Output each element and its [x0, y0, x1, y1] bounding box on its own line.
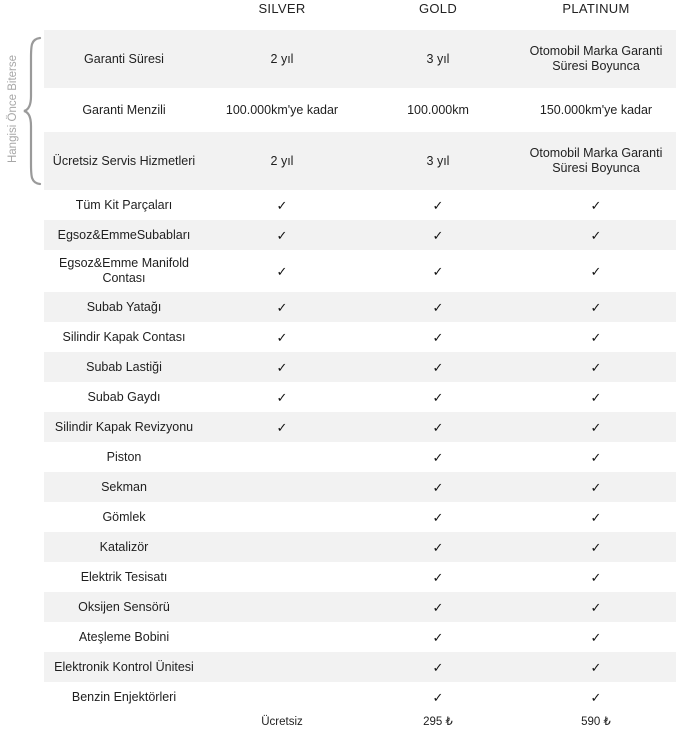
value-silver — [204, 502, 360, 532]
check-icon: ✓ — [432, 599, 444, 615]
side-note-text: Hangisi Önce Biterse — [7, 54, 19, 164]
table-row — [44, 352, 676, 382]
price-row — [44, 712, 676, 732]
table-row — [44, 292, 676, 322]
value-gold: 3 yıl — [426, 51, 450, 66]
price-silver: Ücretsiz — [261, 715, 303, 728]
feature-label: Elektronik Kontrol Ünitesi — [54, 659, 194, 674]
value-silver — [204, 652, 360, 682]
value-silver: 2 yıl — [270, 51, 294, 66]
check-icon: ✓ — [432, 329, 444, 345]
value-silver — [204, 622, 360, 652]
table-row — [44, 652, 676, 682]
check-icon: ✓ — [590, 509, 602, 525]
check-icon: ✓ — [432, 659, 444, 675]
check-icon: ✓ — [432, 509, 444, 525]
table-row — [44, 220, 676, 250]
check-icon: ✓ — [432, 299, 444, 315]
feature-label: Piston — [106, 449, 142, 464]
table-row — [44, 622, 676, 652]
value-silver — [204, 442, 360, 472]
check-icon: ✓ — [590, 449, 602, 465]
check-icon: ✓ — [590, 227, 602, 243]
value-gold: 3 yıl — [426, 153, 450, 168]
check-icon: ✓ — [432, 263, 444, 279]
table-row — [44, 250, 676, 292]
feature-label: Ateşleme Bobini — [78, 629, 170, 644]
plan-platinum-header: PLATINUM — [562, 1, 630, 16]
check-icon: ✓ — [590, 419, 602, 435]
check-icon: ✓ — [432, 449, 444, 465]
value-silver — [204, 562, 360, 592]
check-icon: ✓ — [276, 359, 288, 375]
check-icon: ✓ — [432, 389, 444, 405]
table-row — [44, 322, 676, 352]
table-row — [44, 472, 676, 502]
check-icon: ✓ — [276, 419, 288, 435]
feature-label: Sekman — [101, 479, 147, 494]
check-icon: ✓ — [432, 359, 444, 375]
table-row — [44, 190, 676, 220]
value-silver — [204, 472, 360, 502]
check-icon: ✓ — [432, 479, 444, 495]
check-icon: ✓ — [590, 263, 602, 279]
table-row — [44, 562, 676, 592]
table-row — [44, 88, 676, 132]
check-icon: ✓ — [590, 599, 602, 615]
check-icon: ✓ — [590, 689, 602, 705]
table-row — [44, 442, 676, 472]
table-row — [44, 30, 676, 88]
feature-label: Egsoz&Emme Manifold Contası — [59, 256, 189, 285]
check-icon: ✓ — [590, 389, 602, 405]
check-icon: ✓ — [590, 299, 602, 315]
check-icon: ✓ — [276, 389, 288, 405]
check-icon: ✓ — [590, 329, 602, 345]
plan-header — [0, 0, 676, 24]
table-row — [44, 532, 676, 562]
check-icon: ✓ — [590, 359, 602, 375]
value-silver — [204, 532, 360, 562]
check-icon: ✓ — [590, 539, 602, 555]
feature-label: Ücretsiz Servis Hizmetleri — [52, 153, 196, 168]
table-row — [44, 382, 676, 412]
check-icon: ✓ — [590, 479, 602, 495]
feature-label: Garanti Menzili — [82, 102, 166, 117]
check-icon: ✓ — [590, 197, 602, 213]
price-gold: 295 ₺ — [423, 715, 453, 728]
table-row — [44, 682, 676, 712]
feature-label: Subab Lastiği — [86, 359, 162, 374]
price-platinum: 590 ₺ — [581, 715, 611, 728]
plan-silver-header: SILVER — [258, 1, 306, 16]
table-row — [44, 592, 676, 622]
feature-label: Tüm Kit Parçaları — [75, 197, 173, 212]
check-icon: ✓ — [432, 569, 444, 585]
value-platinum: 150.000km'ye kadar — [539, 102, 653, 117]
value-gold: 100.000km — [407, 102, 469, 117]
feature-label: Subab Gaydı — [87, 389, 161, 404]
feature-label: Silindir Kapak Contası — [62, 329, 186, 344]
feature-label: Egsoz&EmmeSubabları — [57, 227, 191, 242]
side-note — [3, 42, 23, 176]
value-silver: 100.000km'ye kadar — [225, 102, 339, 117]
value-silver — [204, 682, 360, 712]
table-row — [44, 412, 676, 442]
check-icon: ✓ — [432, 197, 444, 213]
check-icon: ✓ — [432, 419, 444, 435]
check-icon: ✓ — [276, 263, 288, 279]
feature-label: Katalizör — [99, 539, 149, 554]
table-row — [44, 502, 676, 532]
check-icon: ✓ — [432, 629, 444, 645]
feature-label: Gömlek — [102, 509, 146, 524]
feature-label: Oksijen Sensörü — [78, 599, 170, 614]
value-platinum: Otomobil Marka Garanti Süresi Boyunca — [529, 146, 663, 175]
check-icon: ✓ — [276, 329, 288, 345]
curly-brace-icon — [22, 36, 44, 186]
value-silver: 2 yıl — [270, 153, 294, 168]
check-icon: ✓ — [590, 629, 602, 645]
value-silver — [204, 592, 360, 622]
feature-label: Subab Yatağı — [86, 299, 162, 314]
check-icon: ✓ — [590, 659, 602, 675]
feature-label: Elektrik Tesisatı — [80, 569, 168, 584]
feature-label: Silindir Kapak Revizyonu — [54, 419, 194, 434]
table-row — [44, 132, 676, 190]
check-icon: ✓ — [276, 299, 288, 315]
feature-label: Benzin Enjektörleri — [71, 689, 177, 704]
check-icon: ✓ — [276, 227, 288, 243]
check-icon: ✓ — [276, 197, 288, 213]
check-icon: ✓ — [432, 539, 444, 555]
feature-label: Garanti Süresi — [84, 51, 164, 66]
plan-gold-header: GOLD — [418, 1, 458, 16]
value-platinum: Otomobil Marka Garanti Süresi Boyunca — [529, 44, 663, 73]
check-icon: ✓ — [590, 569, 602, 585]
check-icon: ✓ — [432, 227, 444, 243]
check-icon: ✓ — [432, 689, 444, 705]
